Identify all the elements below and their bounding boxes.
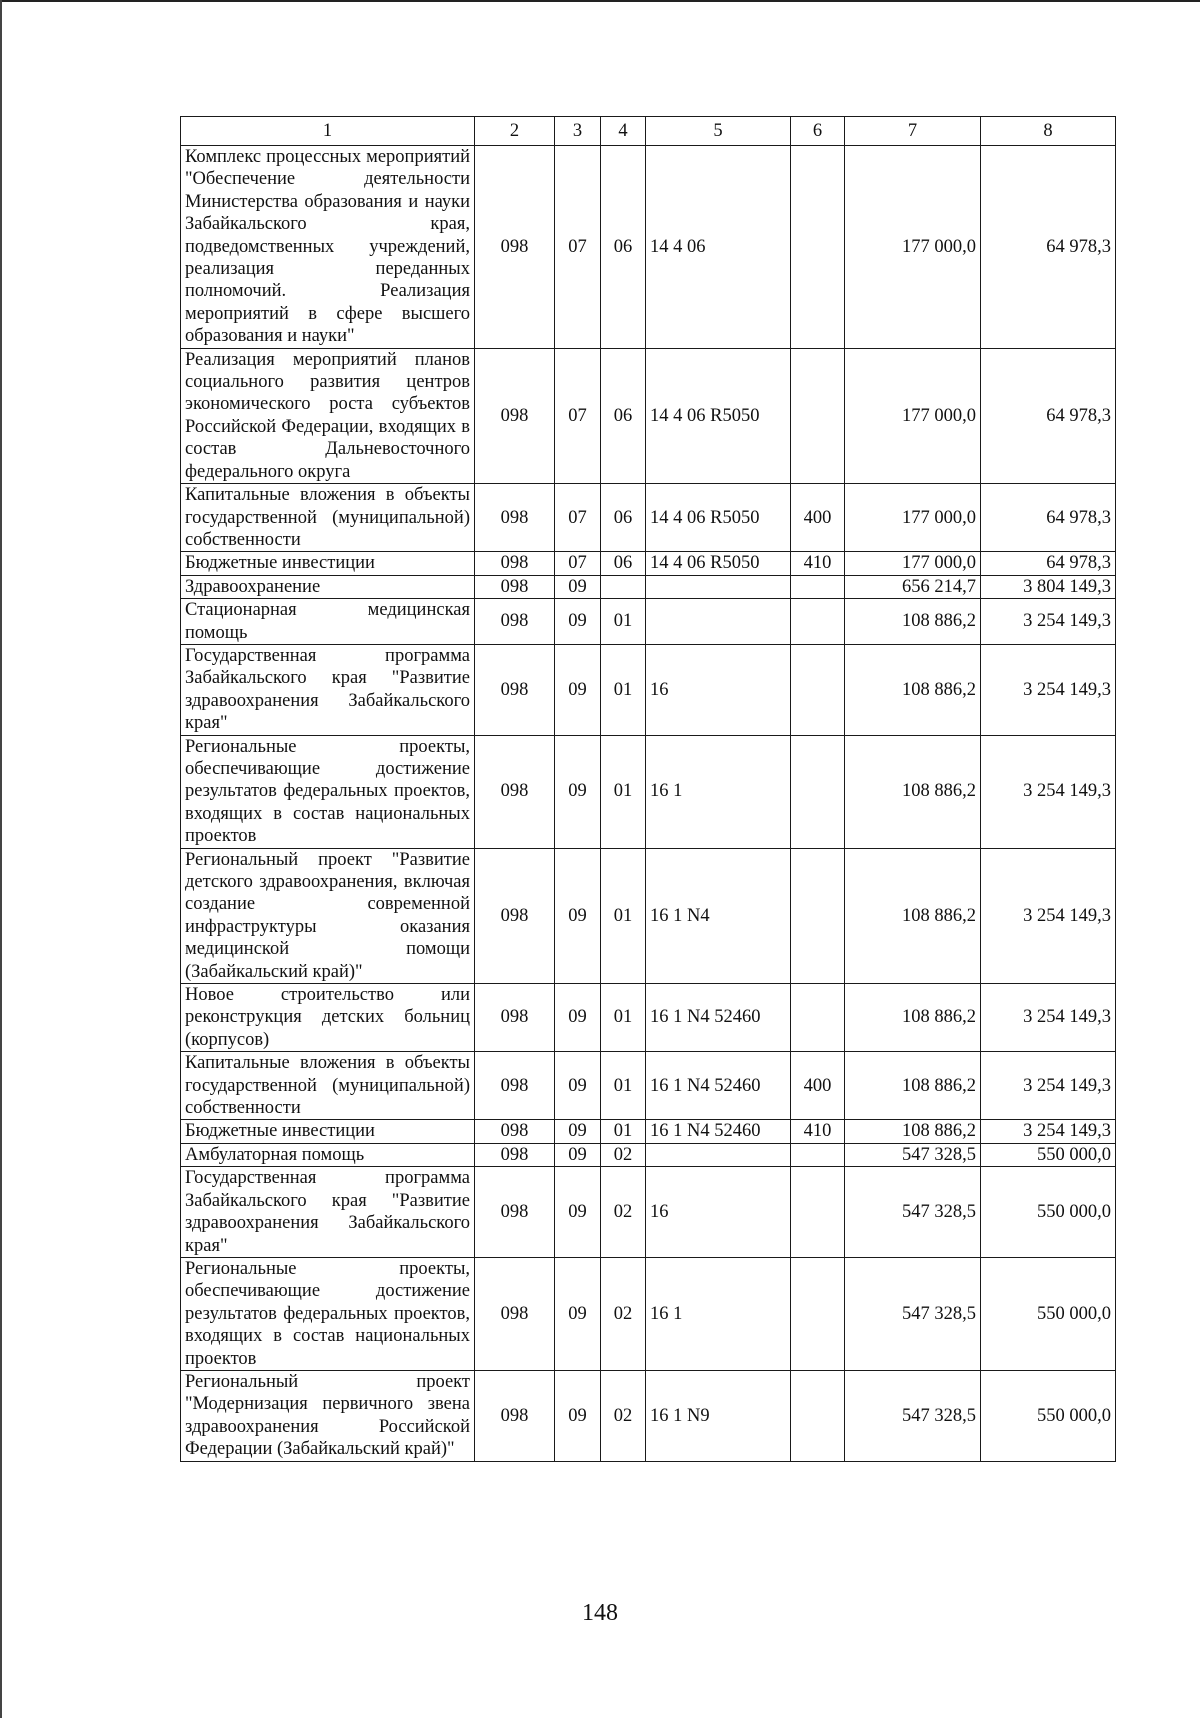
- cell-amount-7: 108 886,2: [845, 644, 981, 735]
- table-row: [181, 1143, 1116, 1166]
- cell-expense-type: [791, 1370, 845, 1461]
- cell-amount-7: 547 328,5: [845, 1143, 981, 1166]
- cell-amount-8: 3 254 149,3: [981, 1120, 1116, 1143]
- column-number: 8: [981, 117, 1116, 146]
- cell-expense-type: [791, 146, 845, 349]
- table-row: [181, 984, 1116, 1052]
- row-name: Бюджетные инвестиции: [181, 552, 475, 575]
- cell-subsection: 01: [601, 1120, 646, 1143]
- cell-amount-8: 3 254 149,3: [981, 644, 1116, 735]
- cell-expense-type: 410: [791, 552, 845, 575]
- cell-expense-type: [791, 1167, 845, 1258]
- cell-subsection: 06: [601, 484, 646, 552]
- cell-subsection: 01: [601, 848, 646, 983]
- row-name: Стационарная медицинская помощь: [181, 599, 475, 645]
- cell-target-article: [646, 1143, 791, 1166]
- row-name: Капитальные вложения в объекты государственной (муниципальной) собственности: [181, 484, 475, 552]
- cell-target-article: 16 1 N4 52460: [646, 1052, 791, 1120]
- cell-ministry-code: 098: [475, 1120, 555, 1143]
- cell-expense-type: [791, 575, 845, 598]
- column-number: 4: [601, 117, 646, 146]
- cell-amount-8: 550 000,0: [981, 1257, 1116, 1370]
- cell-target-article: 16: [646, 1167, 791, 1258]
- table-row: [181, 848, 1116, 983]
- cell-subsection: 01: [601, 599, 646, 645]
- cell-amount-7: 656 214,7: [845, 575, 981, 598]
- cell-amount-8: 3 804 149,3: [981, 575, 1116, 598]
- column-number: 5: [646, 117, 791, 146]
- cell-amount-8: 550 000,0: [981, 1370, 1116, 1461]
- cell-amount-8: 3 254 149,3: [981, 984, 1116, 1052]
- row-name: Региональный проект "Модернизация первичного звена здравоохранения Российской Федерации (Забайкальский край)": [181, 1370, 475, 1461]
- cell-ministry-code: 098: [475, 644, 555, 735]
- cell-amount-8: 64 978,3: [981, 552, 1116, 575]
- cell-section: 09: [555, 848, 601, 983]
- cell-amount-7: 108 886,2: [845, 984, 981, 1052]
- table-row: [181, 1120, 1116, 1143]
- cell-ministry-code: 098: [475, 984, 555, 1052]
- column-number: 3: [555, 117, 601, 146]
- page-edge-left: [0, 0, 2, 1718]
- cell-section: 07: [555, 348, 601, 483]
- cell-expense-type: 410: [791, 1120, 845, 1143]
- cell-target-article: 16 1: [646, 735, 791, 848]
- cell-section: 09: [555, 575, 601, 598]
- cell-section: 09: [555, 1120, 601, 1143]
- table-row: [181, 552, 1116, 575]
- cell-ministry-code: 098: [475, 484, 555, 552]
- row-name: Государственная программа Забайкальского края "Развитие здравоохранения Забайкальского края": [181, 644, 475, 735]
- cell-section: 07: [555, 146, 601, 349]
- cell-ministry-code: 098: [475, 1370, 555, 1461]
- cell-amount-7: 108 886,2: [845, 1120, 981, 1143]
- column-number: 7: [845, 117, 981, 146]
- cell-section: 07: [555, 552, 601, 575]
- table-header-row: [181, 117, 1116, 146]
- cell-target-article: 14 4 06: [646, 146, 791, 349]
- table-row: [181, 1052, 1116, 1120]
- cell-subsection: 01: [601, 1052, 646, 1120]
- cell-target-article: 14 4 06 R5050: [646, 484, 791, 552]
- cell-amount-7: 108 886,2: [845, 1052, 981, 1120]
- cell-ministry-code: 098: [475, 575, 555, 598]
- table-row: [181, 146, 1116, 349]
- table-row: [181, 644, 1116, 735]
- cell-expense-type: [791, 1143, 845, 1166]
- cell-ministry-code: 098: [475, 735, 555, 848]
- page-number: 148: [582, 1600, 618, 1626]
- cell-expense-type: [791, 1257, 845, 1370]
- cell-expense-type: [791, 984, 845, 1052]
- column-number: 6: [791, 117, 845, 146]
- cell-target-article: 16: [646, 644, 791, 735]
- cell-section: 09: [555, 1370, 601, 1461]
- cell-amount-8: 3 254 149,3: [981, 848, 1116, 983]
- cell-amount-7: 547 328,5: [845, 1257, 981, 1370]
- cell-subsection: 01: [601, 644, 646, 735]
- row-name: Капитальные вложения в объекты государственной (муниципальной) собственности: [181, 1052, 475, 1120]
- cell-ministry-code: 098: [475, 1257, 555, 1370]
- table-row: [181, 599, 1116, 645]
- cell-section: 09: [555, 735, 601, 848]
- row-name: Региональный проект "Развитие детского здравоохранения, включая создание современной инфраструктуры оказания медицинской помощи (Забайкальский край)": [181, 848, 475, 983]
- cell-subsection: 02: [601, 1257, 646, 1370]
- cell-amount-7: 108 886,2: [845, 848, 981, 983]
- cell-subsection: [601, 575, 646, 598]
- table-row: [181, 1167, 1116, 1258]
- cell-target-article: 16 1 N4 52460: [646, 984, 791, 1052]
- cell-expense-type: [791, 348, 845, 483]
- row-name: Реализация мероприятий планов социального развития центров экономического роста субъектов Российской Федерации, входящих в состав Дальневосточного федерального округа: [181, 348, 475, 483]
- cell-target-article: [646, 599, 791, 645]
- cell-amount-7: 177 000,0: [845, 146, 981, 349]
- cell-amount-8: 3 254 149,3: [981, 735, 1116, 848]
- cell-target-article: 16 1 N4 52460: [646, 1120, 791, 1143]
- cell-subsection: 06: [601, 348, 646, 483]
- row-name: Комплекс процессных мероприятий "Обеспечение деятельности Министерства образования и науки Забайкальского края, подведомственных учреждений, реализация переданных полномочий. Реализация мероприятий в сфере высшего образования и науки": [181, 146, 475, 349]
- cell-amount-8: 550 000,0: [981, 1167, 1116, 1258]
- cell-ministry-code: 098: [475, 552, 555, 575]
- column-number: 1: [181, 117, 475, 146]
- table-row: [181, 484, 1116, 552]
- row-name: Региональные проекты, обеспечивающие достижение результатов федеральных проектов, входящих в состав национальных проектов: [181, 735, 475, 848]
- cell-amount-7: 177 000,0: [845, 348, 981, 483]
- cell-section: 09: [555, 1143, 601, 1166]
- row-name: Амбулаторная помощь: [181, 1143, 475, 1166]
- cell-expense-type: [791, 599, 845, 645]
- cell-target-article: 14 4 06 R5050: [646, 552, 791, 575]
- table-row: [181, 348, 1116, 483]
- budget-table: [180, 116, 1116, 1462]
- cell-amount-8: 64 978,3: [981, 484, 1116, 552]
- row-name: Государственная программа Забайкальского края "Развитие здравоохранения Забайкальского края": [181, 1167, 475, 1258]
- cell-ministry-code: 098: [475, 146, 555, 349]
- cell-section: 09: [555, 1167, 601, 1258]
- cell-subsection: 02: [601, 1370, 646, 1461]
- cell-amount-7: 108 886,2: [845, 735, 981, 848]
- cell-amount-8: 64 978,3: [981, 146, 1116, 349]
- cell-amount-7: 108 886,2: [845, 599, 981, 645]
- cell-target-article: [646, 575, 791, 598]
- cell-section: 09: [555, 984, 601, 1052]
- cell-amount-8: 3 254 149,3: [981, 599, 1116, 645]
- cell-amount-7: 547 328,5: [845, 1370, 981, 1461]
- cell-section: 09: [555, 1257, 601, 1370]
- cell-ministry-code: 098: [475, 1167, 555, 1258]
- cell-target-article: 14 4 06 R5050: [646, 348, 791, 483]
- cell-subsection: 02: [601, 1167, 646, 1258]
- table-row: [181, 575, 1116, 598]
- cell-target-article: 16 1 N9: [646, 1370, 791, 1461]
- cell-ministry-code: 098: [475, 848, 555, 983]
- cell-subsection: 06: [601, 552, 646, 575]
- cell-section: 07: [555, 484, 601, 552]
- row-name: Бюджетные инвестиции: [181, 1120, 475, 1143]
- cell-target-article: 16 1: [646, 1257, 791, 1370]
- cell-expense-type: [791, 644, 845, 735]
- cell-amount-8: 3 254 149,3: [981, 1052, 1116, 1120]
- column-number: 2: [475, 117, 555, 146]
- row-name: Новое строительство или реконструкция детских больниц (корпусов): [181, 984, 475, 1052]
- cell-ministry-code: 098: [475, 348, 555, 483]
- cell-ministry-code: 098: [475, 1052, 555, 1120]
- cell-target-article: 16 1 N4: [646, 848, 791, 983]
- cell-section: 09: [555, 599, 601, 645]
- cell-amount-8: 550 000,0: [981, 1143, 1116, 1166]
- cell-ministry-code: 098: [475, 1143, 555, 1166]
- cell-subsection: 01: [601, 735, 646, 848]
- cell-expense-type: [791, 735, 845, 848]
- cell-subsection: 01: [601, 984, 646, 1052]
- page-edge-top: [0, 0, 1200, 2]
- cell-expense-type: 400: [791, 484, 845, 552]
- cell-section: 09: [555, 1052, 601, 1120]
- cell-amount-7: 177 000,0: [845, 484, 981, 552]
- table-row: [181, 1257, 1116, 1370]
- cell-section: 09: [555, 644, 601, 735]
- cell-expense-type: 400: [791, 1052, 845, 1120]
- cell-subsection: 02: [601, 1143, 646, 1166]
- table-row: [181, 1370, 1116, 1461]
- cell-subsection: 06: [601, 146, 646, 349]
- row-name: Региональные проекты, обеспечивающие достижение результатов федеральных проектов, входящих в состав национальных проектов: [181, 1257, 475, 1370]
- cell-amount-7: 177 000,0: [845, 552, 981, 575]
- cell-amount-8: 64 978,3: [981, 348, 1116, 483]
- cell-ministry-code: 098: [475, 599, 555, 645]
- cell-expense-type: [791, 848, 845, 983]
- table-row: [181, 735, 1116, 848]
- row-name: Здравоохранение: [181, 575, 475, 598]
- cell-amount-7: 547 328,5: [845, 1167, 981, 1258]
